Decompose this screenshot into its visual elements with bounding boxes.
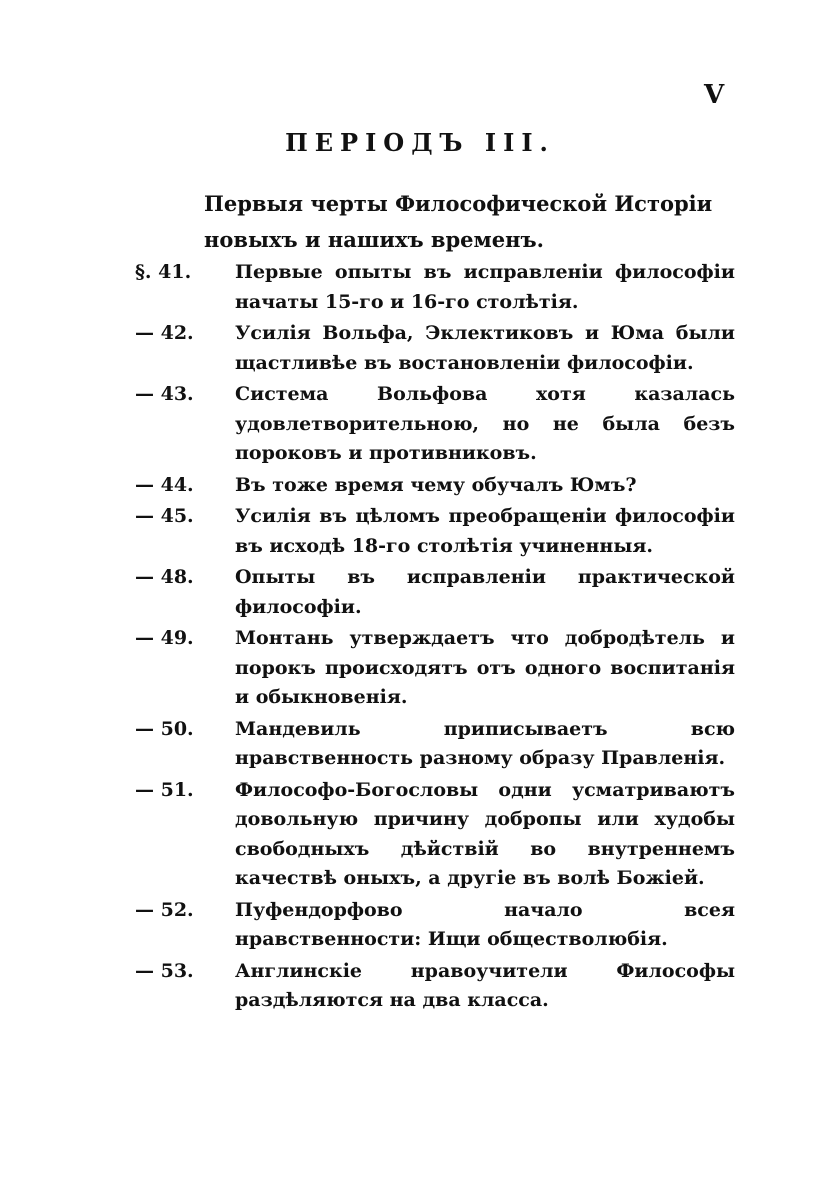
- list-item: [135, 896, 735, 955]
- paragraph-number: — 53.: [135, 959, 194, 982]
- entry-text: Философо-Богословы одни усматриваютъ довольную причину добропы или худобы свободныхъ дѣйствій во внутреннемъ качествѣ оныхъ, а другіе въ волѣ Божіей.: [235, 778, 735, 889]
- paragraph-number: — 51.: [135, 778, 194, 801]
- list-item: [135, 563, 735, 622]
- entry-text: Мандевиль приписываетъ всю нравственность разному образу Правленія.: [235, 717, 735, 769]
- entry-text: Англинскіе нравоучители Философы раздѣляются на два класса.: [235, 959, 735, 1011]
- entry-text: Система Вольфова хотя казалась удовлетворительною, но не была безъ пороковъ и противниковъ.: [235, 383, 735, 464]
- paragraph-number: §. 41.: [135, 261, 192, 283]
- list-item: [135, 776, 735, 894]
- list-item: [135, 319, 735, 378]
- entry-text: Первые опыты въ исправленіи философіи начаты 15-го и 16-го столѣтія.: [235, 261, 735, 313]
- paragraph-number: — 49.: [135, 627, 194, 649]
- paragraph-number: — 45.: [135, 505, 194, 527]
- section-subtitle: Первыя черты Философической Исторіи новыхъ и нашихъ временъ.: [204, 191, 713, 252]
- contents-list: [135, 258, 735, 1018]
- paragraph-number: — 42.: [135, 322, 194, 344]
- entry-text: Въ тоже время чему обучалъ Юмъ?: [235, 473, 637, 496]
- entry-text: Монтань утверждаетъ что добродѣтель и порокъ происходятъ отъ одного воспитанія и обыкновенія.: [235, 627, 735, 708]
- list-item: [135, 471, 735, 501]
- list-item: [135, 380, 735, 469]
- entry-text: Опыты въ исправленіи практической философіи.: [235, 566, 735, 618]
- list-item: [135, 715, 735, 774]
- paragraph-number: — 43.: [135, 383, 194, 405]
- paragraph-number: — 52.: [135, 898, 194, 921]
- list-item: [135, 957, 735, 1016]
- period-title: ПЕРІОДЪ III.: [285, 128, 555, 157]
- list-item: [135, 502, 735, 561]
- paragraph-number: — 48.: [135, 566, 194, 588]
- entry-text: Усилія въ цѣломъ преобращеніи философіи въ исходѣ 18-го столѣтія учиненныя.: [235, 505, 735, 557]
- paragraph-number: — 50.: [135, 717, 194, 740]
- list-item: [135, 258, 735, 317]
- list-item: [135, 624, 735, 713]
- page-number: V: [704, 80, 725, 110]
- entry-text: Усилія Вольфа, Эклектиковъ и Юма были щастливѣе въ востановленіи философіи.: [235, 322, 735, 374]
- entry-text: Пуфендорфово начало всея нравственности: Ищи обществолюбія.: [235, 898, 735, 950]
- paragraph-number: — 44.: [135, 473, 194, 496]
